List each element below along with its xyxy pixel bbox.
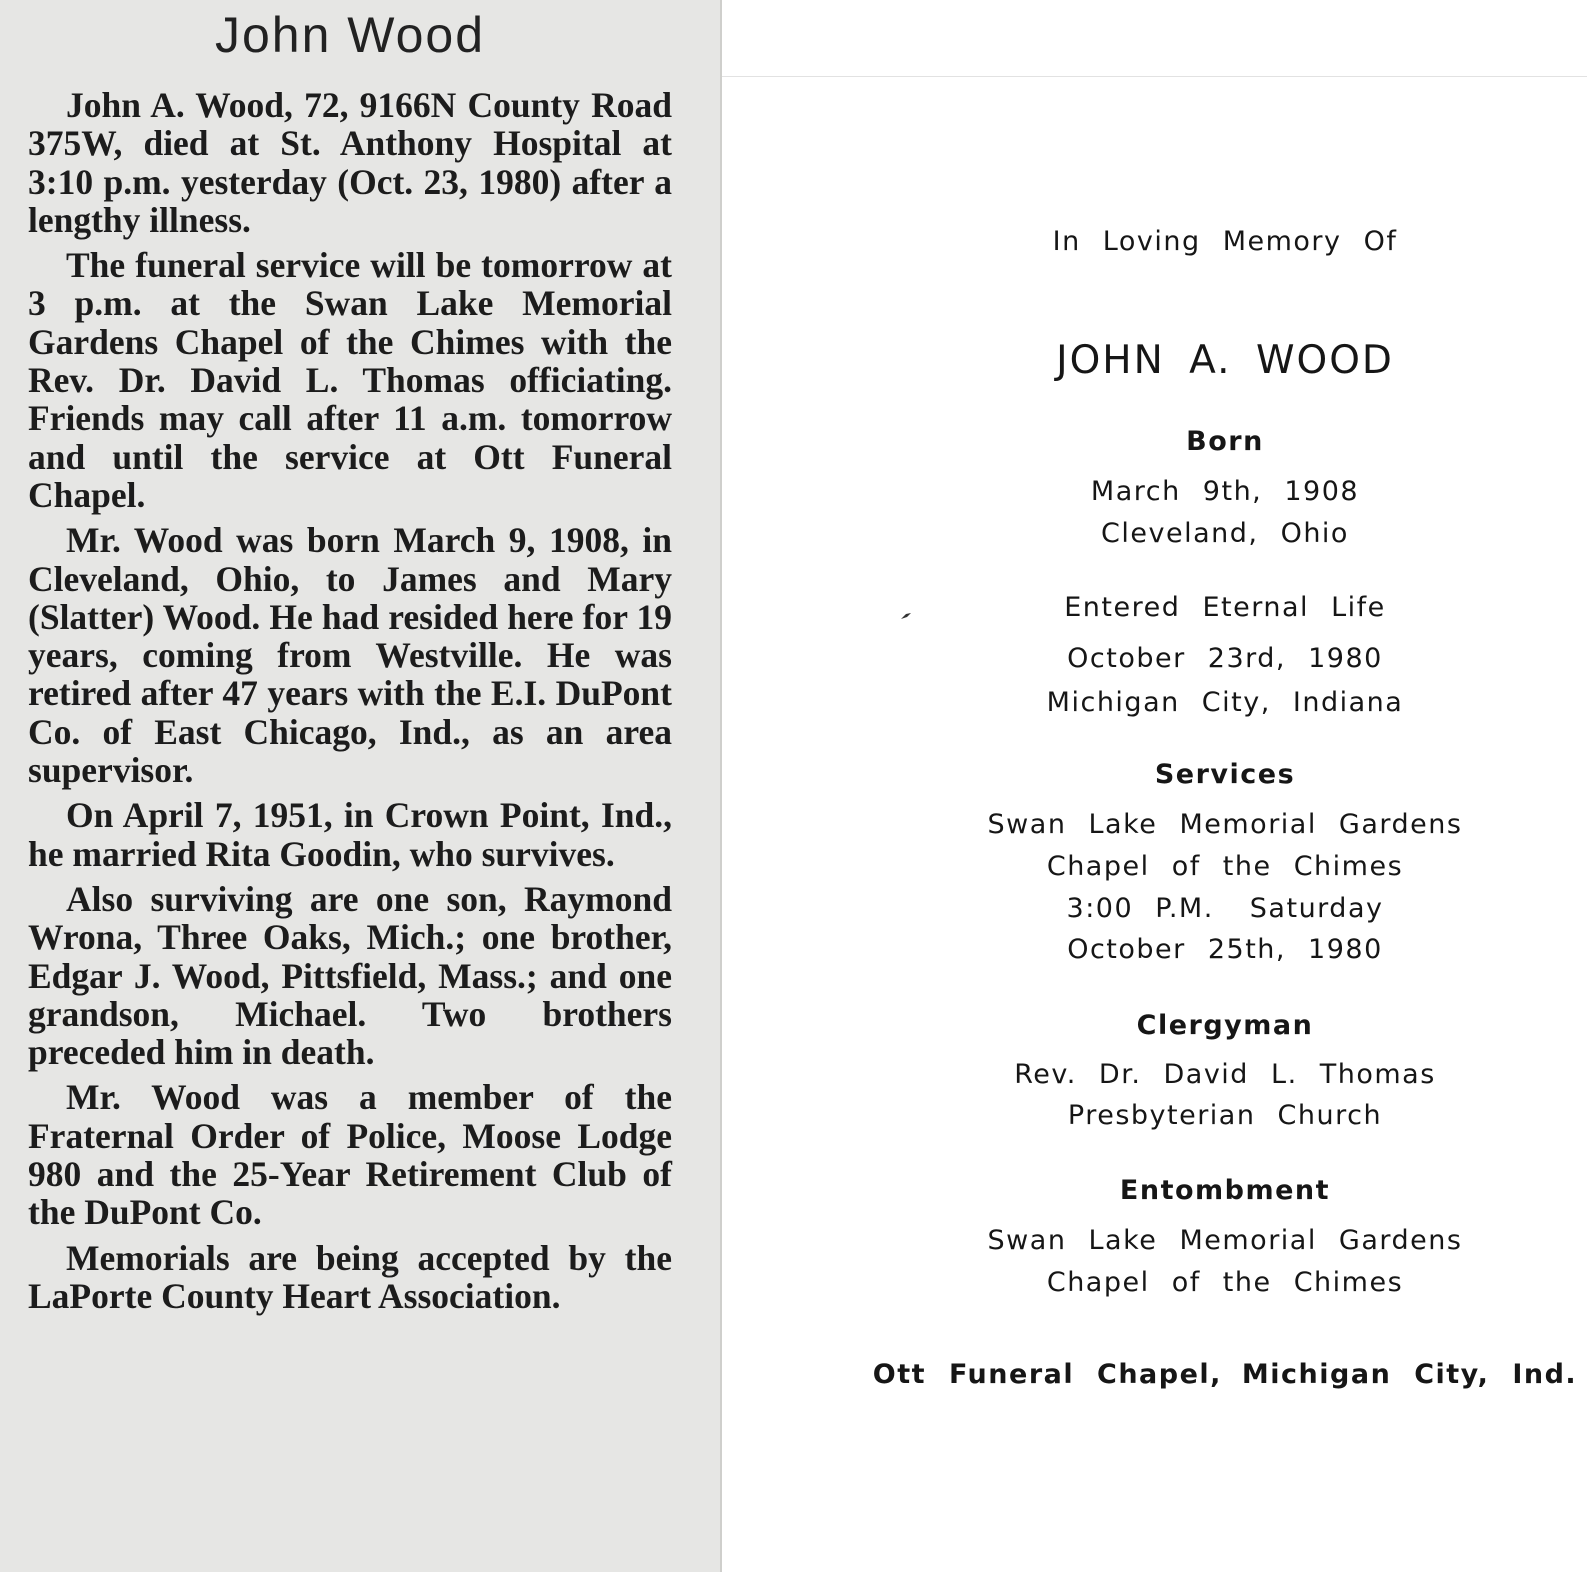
obituary-paragraph-marriage: On April 7, 1951, in Crown Point, Ind., he married Rita Goodin, who survives. [28, 795, 672, 874]
services-date: October 25th, 1980 [1067, 934, 1383, 965]
obituary-title: John Wood [214, 7, 486, 63]
obituary-paragraph-death: John A. Wood, 72, 9166N County Road 375W, died at St. Anthony Hospital at 3:10 p.m. yesterday (Oct. 23, 1980) after a lengthy illness. [28, 85, 672, 240]
obituary-paragraph-survivors: Also surviving are one son, Raymond Wrona, Three Oaks, Mich.; one brother, Edgar J. Wood, Pittsfield, Mass.; and one grandson, Michael. Two brothers preceded him in death. [28, 878, 672, 1073]
birth-date: March 9th, 1908 [1090, 476, 1360, 507]
services-place-line2: Chapel of the Chimes [1046, 851, 1404, 882]
born-heading: Born [1186, 426, 1264, 457]
services-day: Saturday [1249, 893, 1384, 924]
clergyman-heading: Clergyman [1136, 1010, 1314, 1041]
birth-place: Cleveland, Ohio [1101, 518, 1349, 549]
death-heading: Entered Eternal Life [1064, 592, 1386, 623]
funeral-home-footer [870, 1359, 1580, 1390]
funeral-home-name: Ott Funeral Chapel, [872, 1359, 1222, 1390]
newspaper-clipping [0, 0, 722, 1572]
services-place-line1: Swan Lake Memorial Gardens [987, 809, 1463, 840]
entombment-place-line1: Swan Lake Memorial Gardens [987, 1225, 1463, 1256]
death-date: October 23rd, 1980 [1067, 643, 1383, 674]
clergyman-name: Rev. Dr. David L. Thomas [1014, 1059, 1436, 1090]
death-place: Michigan City, Indiana [1046, 687, 1404, 718]
obituary-body [28, 86, 672, 1322]
entombment-place-line2: Chapel of the Chimes [1046, 1267, 1404, 1298]
services-time-day [870, 893, 1580, 924]
funeral-home-city: Michigan City, Ind. [1241, 1359, 1578, 1390]
entombment-heading: Entombment [1119, 1175, 1331, 1206]
memorial-card [870, 0, 1580, 1572]
card-deceased-name: JOHN A. WOOD [1056, 338, 1394, 383]
obituary-paragraph-memberships: Mr. Wood was a member of the Fraternal Order of Police, Moose Lodge 980 and the 25-Year Retirement Club of the DuPont Co. [28, 1077, 672, 1233]
obituary-paragraph-memorials: Memorials are being accepted by the LaPorte County Heart Association. [28, 1237, 672, 1316]
services-time: 3:00 P.M. [1066, 893, 1214, 924]
obituary-paragraph-biography: Mr. Wood was born March 9, 1908, in Cleveland, Ohio, to James and Mary (Slatter) Wood. He had resided here for 19 years, coming from Westville. He was retired after 47 years with the E.I. DuPont Co. of East Chicago, Ind., as an area supervisor. [28, 520, 672, 791]
services-heading: Services [1154, 759, 1296, 790]
card-intro: In Loving Memory Of [1052, 226, 1398, 257]
clergyman-church: Presbyterian Church [1067, 1100, 1383, 1131]
obituary-paragraph-funeral: The funeral service will be tomorrow at 3 p.m. at the Swan Lake Memorial Gardens Chapel of the Chimes with the Rev. Dr. David L. Thomas officiating. Friends may call after 11 a.m. tomorrow and until the service at Ott Funeral Chapel. [28, 245, 672, 515]
